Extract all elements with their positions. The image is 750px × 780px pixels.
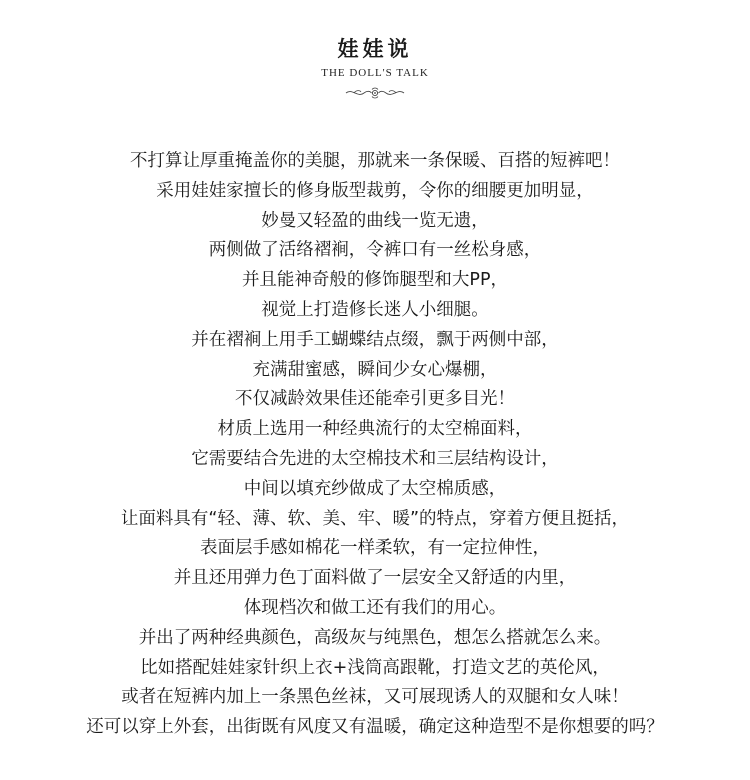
text-line: 充满甜蜜感，瞬间少女心爆棚，	[252, 359, 498, 380]
text-line: 并在褶裥上用手工蝴蝶结点缀，飘于两侧中部，	[191, 329, 559, 350]
text-line: 比如搭配娃娃家针织上衣+浅筒高跟靴，打造文艺的英伦风，	[140, 657, 610, 678]
text-line: 不仅减龄效果佳还能牵引更多目光！	[235, 389, 515, 410]
text-line: 表面层手感如棉花一样柔软，有一定拉伸性，	[200, 538, 550, 559]
header	[0, 34, 750, 100]
text-line: 体现档次和做工还有我们的用心。	[243, 597, 507, 618]
text-line: 让面料具有“轻、薄、软、美、牢、暖”的特点，穿着方便且挺括，	[120, 508, 630, 529]
text-line: 还可以穿上外套，出街既有风度又有温暖，确定这种造型不是你想要的吗？	[86, 717, 664, 738]
description-paragraph	[0, 147, 750, 743]
text-line: 或者在短裤内加上一条黑色丝袜，又可展现诱人的双腿和女人味！	[121, 687, 629, 708]
text-line: 并出了两种经典颜色，高级灰与纯黑色，想怎么搭就怎么来。	[138, 627, 612, 648]
text-line: 并且还用弹力色丁面料做了一层安全又舒适的内里，	[173, 568, 577, 589]
text-line: 它需要结合先进的太空棉技术和三层结构设计，	[191, 448, 559, 469]
text-line: 采用娃娃家擅长的修身版型裁剪，令你的细腰更加明显，	[156, 180, 594, 201]
text-line: 中间以填充纱做成了太空棉质感，	[243, 478, 507, 499]
text-line: 视觉上打造修长迷人小细腿。	[261, 299, 489, 320]
text-line: 并且能神奇般的修饰腿型和大PP，	[241, 270, 509, 291]
flourish-ornament-icon	[344, 86, 406, 100]
page-subtitle: THE DOLL'S TALK	[321, 67, 429, 79]
text-line: 两侧做了活络褶裥，令裤口有一丝松身感，	[208, 240, 542, 261]
text-line: 材质上选用一种经典流行的太空棉面料，	[217, 419, 533, 440]
text-line: 不打算让厚重掩盖你的美腿，那就来一条保暖、百搭的短裤吧！	[130, 151, 620, 171]
text-line: 妙曼又轻盈的曲线一览无遗，	[261, 210, 489, 231]
page-title: 娃娃说	[337, 36, 413, 61]
